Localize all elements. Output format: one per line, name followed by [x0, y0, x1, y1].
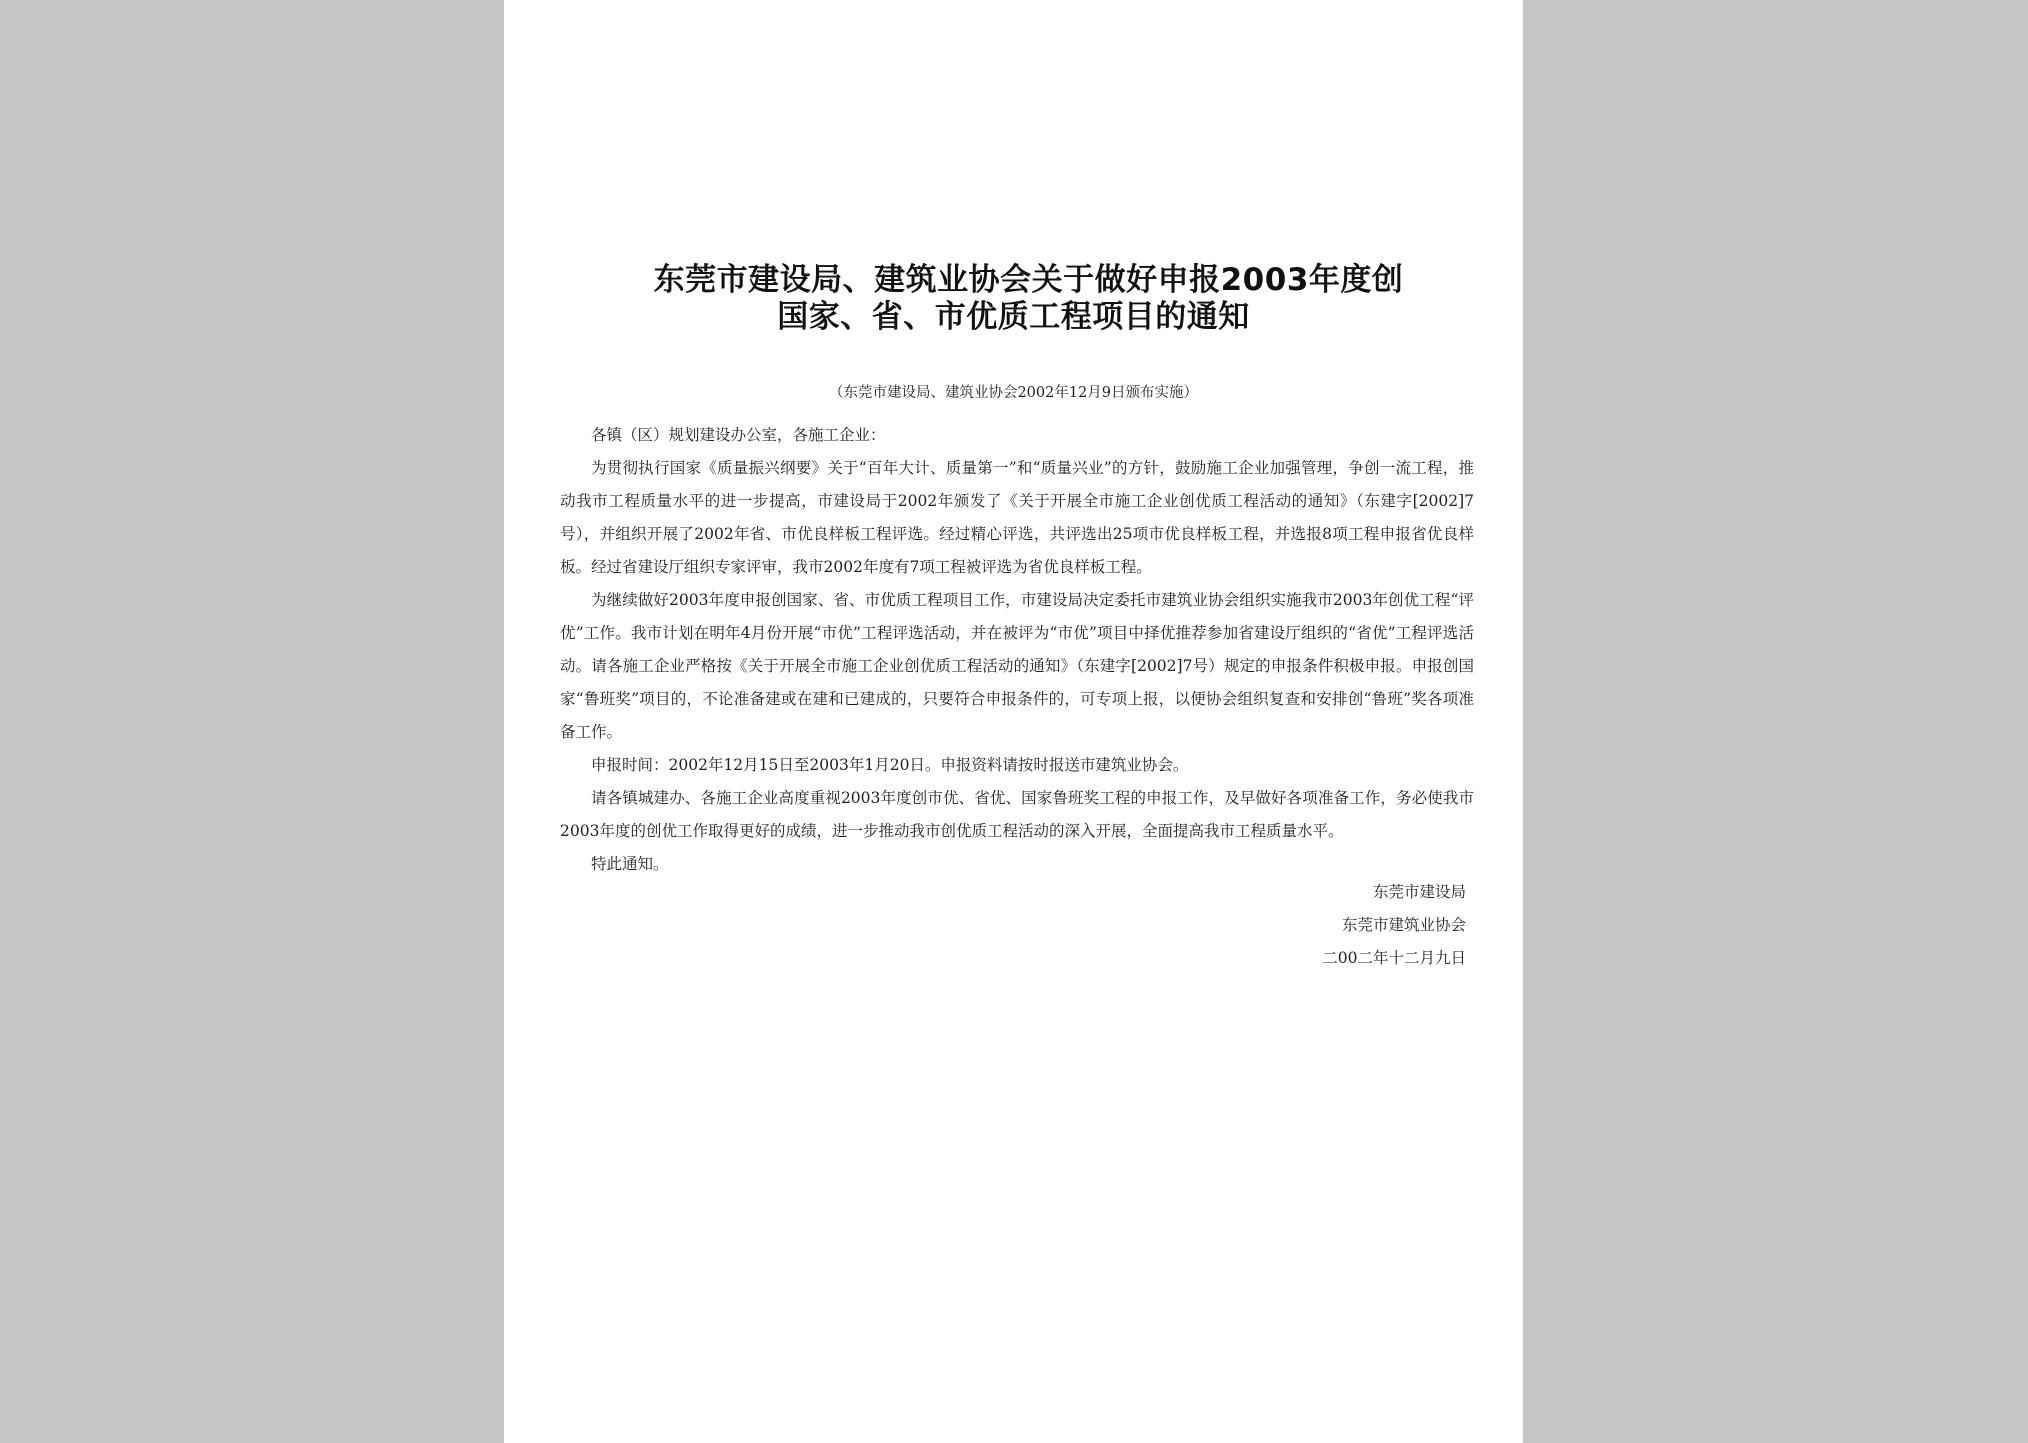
signature-date: 二00二年十二月九日	[1322, 949, 1466, 967]
document-title	[504, 262, 1523, 336]
salutation: 各镇（区）规划建设办公室，各施工企业：	[591, 426, 886, 444]
paragraph-3: 申报时间：2002年12月15日至2003年1月20日。申报资料请按时报送市建筑业协会。	[591, 756, 1189, 774]
title-line-2: 国家、省、市优质工程项目的通知	[777, 299, 1250, 335]
paragraph-4: 请各镇城建办、各施工企业高度重视2003年度创市优、省优、国家鲁班奖工程的申报工作，及早做好各项准备工作，务必使我市2003年度的创优工作取得更好的成绩，进一步推动我市创优质工程活动的深入开展，全面提高我市工程质量水平。	[560, 789, 1474, 840]
signature-org-1: 东莞市建设局	[1372, 883, 1466, 901]
document-body	[560, 419, 1474, 881]
title-line-1: 东莞市建设局、建筑业协会关于做好申报2003年度创	[653, 262, 1404, 298]
paragraph-1: 为贯彻执行国家《质量振兴纲要》关于“百年大计、质量第一”和“质量兴业”的方针，鼓励施工企业加强管理，争创一流工程，推动我市工程质量水平的进一步提高，市建设局于2002年颁发了《关于开展全市施工企业创优质工程活动的通知》（东建字[2002]7号），并组织开展了2002年省、市优良样板工程评选。经过精心评选，共评选出25项市优良样板工程，并选报8项工程申报省优良样板。经过省建设厅组织专家评审，我市2002年度有7项工程被评选为省优良样板工程。	[560, 459, 1474, 576]
signature-block	[1322, 876, 1466, 975]
signature-org-2: 东莞市建筑业协会	[1341, 916, 1466, 934]
paragraph-5: 特此通知。	[591, 855, 669, 873]
paragraph-2: 为继续做好2003年度申报创国家、省、市优质工程项目工作，市建设局决定委托市建筑业协会组织实施我市2003年创优工程“评优”工作。我市计划在明年4月份开展“市优”工程评选活动，并在被评为“市优”项目中择优推荐参加省建设厅组织的“省优”工程评选活动。请各施工企业严格按《关于开展全市施工企业创优质工程活动的通知》（东建字[2002]7号）规定的申报条件积极申报。申报创国家“鲁班奖”项目的，不论准备建或在建和已建成的，只要符合申报条件的，可专项上报，以便协会组织复查和安排创“鲁班”奖各项准备工作。	[560, 591, 1475, 741]
issuance-note: （东莞市建设局、建筑业协会2002年12月9日颁布实施）	[828, 385, 1199, 401]
document-page	[504, 0, 1523, 1443]
